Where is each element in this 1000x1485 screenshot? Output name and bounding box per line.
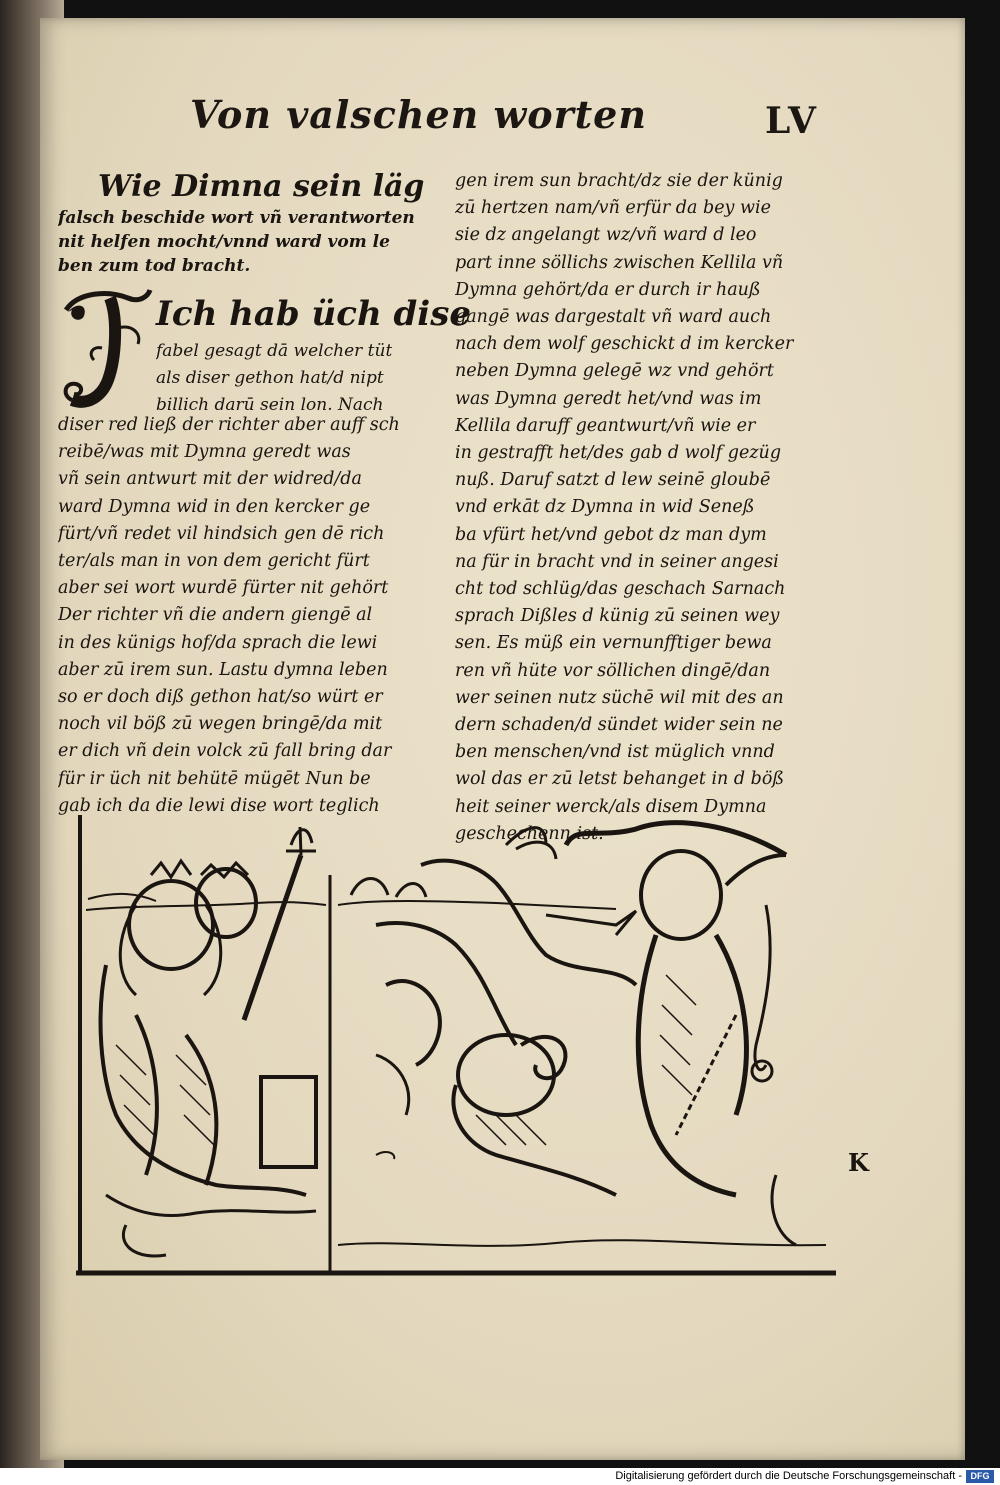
text-line: aber zū irem sun. Lastu dymna leben <box>58 659 388 680</box>
text-line: diser red ließ der richter aber auff sch <box>58 415 400 435</box>
woodcut-illustration <box>76 815 836 1277</box>
text-line: ter/als man in von dem gericht fürt <box>58 551 370 572</box>
footer-credit: Digitalisierung gefördert durch die Deutsche Forschungsgemeinschaft - <box>615 1470 962 1482</box>
text-line: wol das er zū letst behanget in d böß <box>455 769 785 790</box>
chapter-subtitle-line: ben zum tod bracht. <box>58 256 251 276</box>
text-line: dern schaden/d sündet wider sein ne <box>455 715 783 736</box>
text-line: vnd erkāt dz Dymna in wid Seneß <box>455 497 755 518</box>
right-column <box>455 168 830 848</box>
text-line: heit seiner werck/als disem Dymna <box>455 796 767 817</box>
text-line: nach dem wolf geschickt d im kercker <box>455 334 794 355</box>
text-line: neben Dymna gelegē wz vnd gehört <box>455 361 774 382</box>
text-line: so er doch diß gethon hat/so würt er <box>58 687 383 708</box>
text-line: nuß. Daruf satzt d lew seinē gloubē <box>455 470 771 491</box>
text-line: in gestrafft het/des gab d wolf gezüg <box>455 443 782 464</box>
chapter-subtitle <box>58 206 443 278</box>
text-line: Dymna gehört/da er durch ir hauß <box>455 279 761 300</box>
text-line: ward Dymna wid in den kercker ge <box>58 496 371 517</box>
text-line: gen irem sun bracht/dz sie der künig <box>455 171 783 191</box>
running-title: Von valschen worten <box>190 92 647 137</box>
text-line: ben menschen/vnd ist müglich vnnd <box>455 742 775 763</box>
chapter-subtitle-line: falsch beschide wort vñ verantworten <box>58 208 415 228</box>
text-line: vñ sein antwurt mit der widred/da <box>58 469 362 490</box>
text-line: wer seinen nutz süchē wil mit des an <box>455 687 784 708</box>
text-line: billich darū sein lon. Nach <box>156 395 384 415</box>
text-line: fürt/vñ redet vil hindsich gen dē rich <box>58 523 385 544</box>
text-line: reibē/was mit Dymna geredt was <box>58 442 351 463</box>
text-line: Kellila daruff geantwurt/vñ wie er <box>455 415 756 436</box>
digitization-footer <box>0 1468 1000 1485</box>
text-line: sie dz angelangt wz/vñ ward d leo <box>455 225 757 246</box>
text-line: er dich vñ dein volck zū fall bring dar <box>58 741 392 762</box>
text-line: in des künigs hof/da sprach die lewi <box>58 632 378 653</box>
chapter-subtitle-line: nit helfen mocht/vnnd ward vom le <box>58 232 390 252</box>
text-line: ren vñ hüte vor söllichen dingē/dan <box>455 660 771 681</box>
text-line: sen. Es müß ein vernunfftiger bewa <box>455 633 772 654</box>
catchword: K <box>848 1148 869 1177</box>
text-line: fabel gesagt dā welcher tüt <box>156 341 393 361</box>
text-line: gab ich da die lewi dise wort teglich <box>58 795 380 816</box>
text-line: noch vil böß zū wegen bringē/da mit <box>58 714 383 735</box>
text-line: für ir üch nit behütē mügēt Nun be <box>58 768 371 789</box>
text-line: als diser gethon hat/d nipt <box>156 368 384 388</box>
text-line: cht tod schlüg/das geschach Sarnach <box>455 579 786 600</box>
left-body-text <box>58 412 443 820</box>
opening-initial-block <box>58 290 471 415</box>
text-line: aber sei wort wurdē fürter nit gehört <box>58 578 389 599</box>
text-line: ba vfürt het/vnd gebot dz man dym <box>455 524 767 545</box>
decorated-initial-i-icon <box>58 288 154 412</box>
text-line: na für in bracht vnd in seiner angesi <box>455 551 779 572</box>
text-line: was Dymna geredt het/vnd was im <box>455 388 762 409</box>
left-column <box>58 168 471 820</box>
dfg-logo: DFG <box>966 1470 994 1483</box>
folio-number: LV <box>765 100 818 142</box>
text-line: sprach Dißles d künig zū seinen wey <box>455 606 780 627</box>
opening-lines <box>156 338 392 419</box>
text-line: part inne söllichs zwischen Kellila vñ <box>455 252 784 273</box>
text-line: gangē was dargestalt vñ ward auch <box>455 307 772 328</box>
text-line: zū hertzen nam/vñ erfür da bey wie <box>455 198 771 219</box>
text-line: Der richter vñ die andern giengē al <box>58 605 373 626</box>
text-line: geschechenn ist. <box>455 823 604 844</box>
chapter-heading: Wie Dimna sein läg <box>98 169 425 204</box>
opening-words: Ich hab üch dise <box>156 294 471 334</box>
